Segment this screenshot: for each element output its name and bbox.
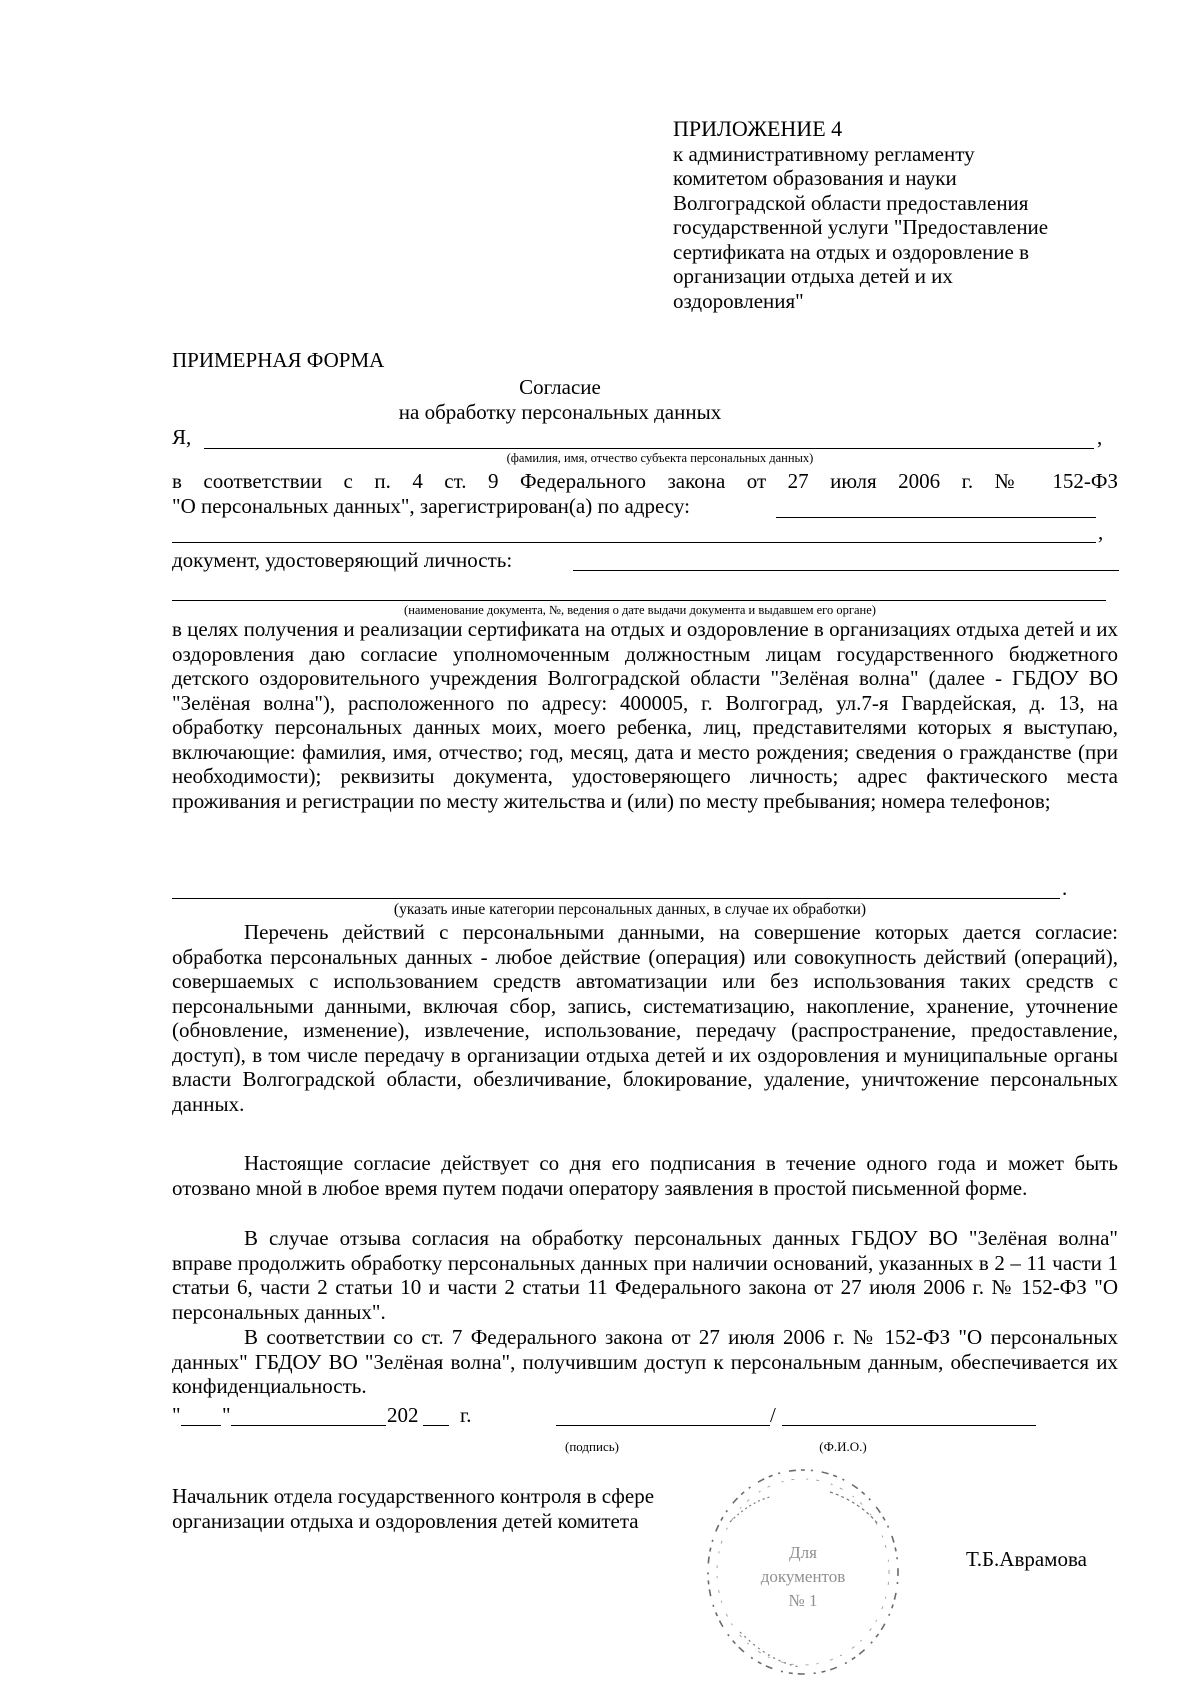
official-stamp	[700, 1462, 906, 1682]
address-comma: ,	[1098, 520, 1104, 544]
id-document-caption: (наименование документа, №, ведения о дате выдачи документа и выдавшем его органе)	[404, 603, 876, 617]
stamp-text-line: № 1	[788, 1591, 818, 1610]
date-year-suffix: г.	[460, 1403, 472, 1427]
actions-paragraph	[172, 920, 1118, 1116]
confidentiality-paragraph	[172, 1325, 1118, 1399]
form-type-label: ПРИМЕРНАЯ ФОРМА	[172, 348, 385, 372]
other-categories-field[interactable]	[172, 898, 1060, 899]
document-subtitle: на обработку персональных данных	[398, 400, 722, 424]
date-quote-open: "	[172, 1403, 181, 1427]
date-month-field[interactable]	[231, 1425, 386, 1426]
appendix-line: сертификата на отдых и оздоровление в	[673, 239, 1030, 264]
date-year-prefix: 202	[387, 1403, 419, 1427]
appendix-title: ПРИЛОЖЕНИЕ 4	[673, 116, 843, 141]
subject-label: Я,	[172, 425, 192, 449]
id-document-field[interactable]	[573, 570, 1119, 571]
appendix-line: организации отдыха детей и их	[673, 264, 953, 288]
validity-paragraph	[172, 1151, 1118, 1200]
signature-field[interactable]	[556, 1425, 770, 1426]
subject-name-field[interactable]	[204, 448, 1094, 449]
date-quote-close: "	[222, 1403, 231, 1427]
fio-field[interactable]	[782, 1425, 1036, 1426]
signer-name: Т.Б.Аврамова	[966, 1547, 1087, 1571]
signer-position: Начальник отдела государственного контроля в сфере организации отдыха и оздоровления детей комитета	[172, 1484, 655, 1533]
id-document-field-line2[interactable]	[172, 600, 1106, 601]
address-field[interactable]	[776, 517, 1096, 518]
law-reference-line: в соответствии с п. 4 ст. 9 Федерального закона от 27 июля 2006 г. № 152-ФЗ	[172, 469, 1118, 493]
address-label: "О персональных данных", зарегистрирован(а) по адресу:	[172, 494, 690, 518]
signature-slash: /	[770, 1403, 776, 1427]
date-year-field[interactable]	[423, 1425, 449, 1426]
subject-name-caption: (фамилия, имя, отчество субъекта персональных данных)	[506, 451, 814, 465]
actions-text: Перечень действий с персональными данными, на совершение которых дается согласие: обработка персональных данных - любое действие (операция) или совокупность действий (операций), совершаемых с использованием средств автоматизации или без использования таких средств с персональными данными, включая сбор, запись, систематизацию, накопление, хранение, уточнение (обновление, изменение), извлечение, использование, передачу (распространение, предоставление, доступ), в том числе передачу в организации отдыха детей и их оздоровления и муниципальные органы власти Волгоградской области, обезличивание, блокирование, удаление, уничтожение персональных данных.	[172, 920, 1118, 1116]
subject-comma: ,	[1097, 425, 1103, 449]
document-title: Согласие	[519, 375, 601, 399]
appendix-line: Волгоградской области предоставления	[673, 190, 1029, 215]
other-categories-caption: (указать иные категории персональных данных, в случае их обработки)	[393, 901, 867, 918]
purpose-paragraph: в целях получения и реализации сертификата на отдых и оздоровление в организациях отдыха детей и их оздоровления даю согласие уполномоченным должностным лицам государственного бюджетного детского оздоровительного учреждения Волгоградской области "Зелёная волна" (далее - ГБДОУ ВО "Зелёная волна"), расположенного по адресу: 400005, г. Волгоград, ул.7-я Гвардейская, д. 13, на обработку персональных данных моих, моего ребенка, лиц, представителями которых я выступаю, включающие: фамилия, имя, отчество; год, месяц, дата и место рождения; сведения о гражданстве (при необходимости); реквизиты документа, удостоверяющего личность; адрес фактического места проживания и регистрации по месту жительства и (или) по месту пребывания; номера телефонов;	[172, 617, 1118, 813]
withdrawal-text: В случае отзыва согласия на обработку персональных данных ГБДОУ ВО "Зелёная волна" вправе продолжить обработку персональных данных при наличии оснований, указанных в 2 – 11 части 1 статьи 6, части 2 статьи 10 и части 2 статьи 11 Федерального закона от 27 июля 2006 г. № 152-ФЗ "О персональных данных".	[172, 1226, 1118, 1324]
appendix-line: оздоровления"	[673, 288, 804, 313]
validity-text: Настоящие согласие действует со дня его подписания в течение одного года и может быть отозвано мной в любое время путем подачи оператору заявления в простой письменной форме.	[172, 1151, 1118, 1200]
withdrawal-paragraph	[172, 1226, 1118, 1324]
other-categories-period: .	[1062, 876, 1068, 900]
appendix-line: комитетом образования и науки	[673, 166, 957, 190]
signature-caption: (подпись)	[565, 1439, 619, 1454]
stamp-text-line: документов	[760, 1567, 846, 1586]
appendix-block	[673, 117, 1133, 313]
id-document-label: документ, удостоверяющий личность:	[172, 548, 513, 572]
fio-caption: (Ф.И.О.)	[819, 1439, 867, 1454]
date-day-field[interactable]	[181, 1425, 221, 1426]
appendix-line: государственной услуги "Предоставление	[673, 215, 1049, 239]
appendix-line: к административному регламенту	[673, 141, 975, 166]
confidentiality-text: В соответствии со ст. 7 Федерального закона от 27 июля 2006 г. № 152-ФЗ "О персональных данных" ГБДОУ ВО "Зелёная волна", получившим доступ к персональным данным, обеспечивается их конфиденциальность.	[172, 1325, 1118, 1398]
address-field-line2[interactable]	[172, 542, 1096, 543]
stamp-text-line: Для	[789, 1543, 817, 1562]
